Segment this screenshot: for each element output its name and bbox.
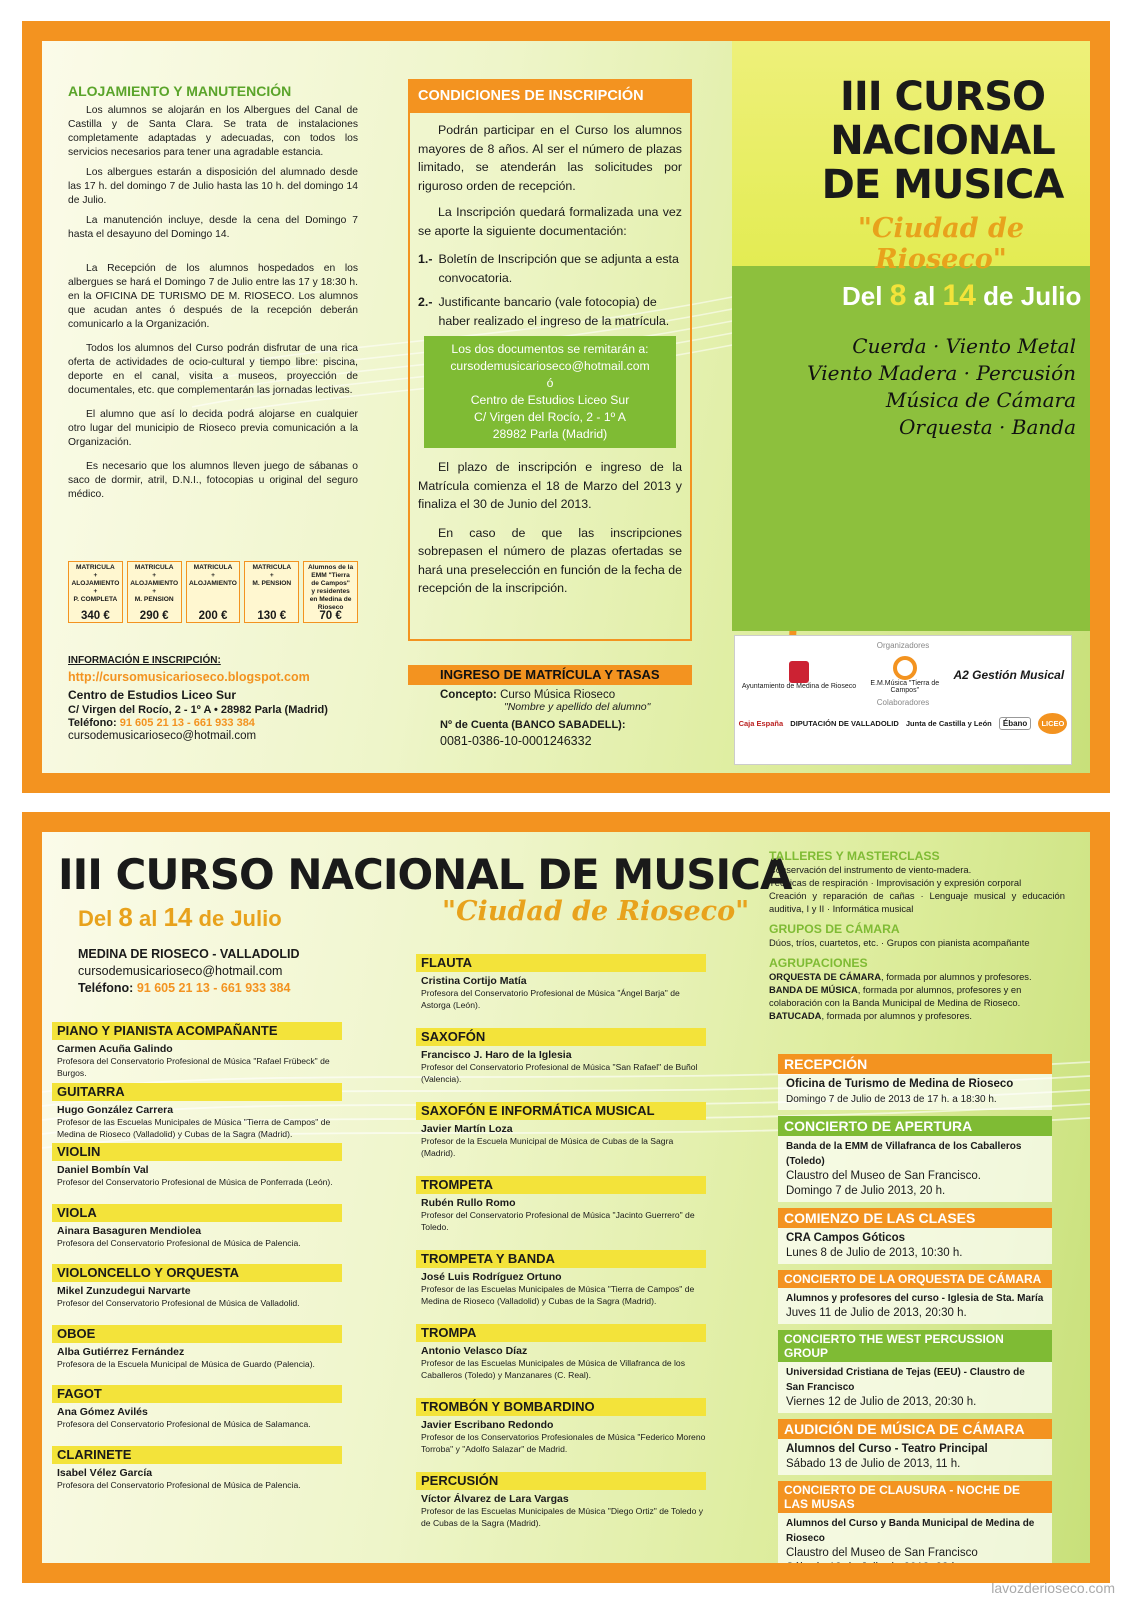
teacher-name: Hugo González Carrera (57, 1103, 174, 1116)
brochure-inside (22, 812, 1110, 1583)
cover-dates (842, 279, 1081, 313)
condiciones-p2: La Inscripción quedará formalizada una vez se aporte la siguiente documentación: (418, 205, 682, 238)
location: MEDINA DE RIOSECO - VALLADOLID (78, 947, 300, 961)
instrument-label: PIANO Y PIANISTA ACOMPAÑANTE (52, 1022, 342, 1040)
agrup-orquesta: ORQUESTA DE CÁMARA (769, 971, 881, 982)
teacher-desc: Profesor del Conservatorio Profesional de Música "Jacinto Guerrero" de Toledo. (421, 1210, 695, 1232)
box-line-6: 28982 Parla (Madrid) (492, 427, 608, 441)
price-label: ALOJAMIENTO (189, 580, 237, 587)
event-line: CRA Campos Góticos (786, 1232, 906, 1244)
sponsors-panel (734, 635, 1072, 765)
box-line-1: Los dos documentos se remitarán a: (451, 342, 649, 356)
req-item-1 (418, 250, 682, 287)
box-line-4: Centro de Estudios Liceo Sur (470, 393, 630, 407)
event-title: AUDICIÓN DE MÚSICA DE CÁMARA (778, 1419, 1052, 1439)
teacher-name: Alba Gutiérrez Fernández (57, 1345, 185, 1358)
alojamiento-title: ALOJAMIENTO Y MANUTENCIÓN (68, 83, 292, 99)
cover-title (810, 75, 1075, 207)
teacher-desc: Profesora de la Escuela Municipal de Música de Guardo (Palencia). (57, 1358, 315, 1369)
teacher-desc: Profesora del Conservatorio Profesional de Música de Palencia. (57, 1479, 301, 1490)
day-start: 8 (889, 279, 907, 312)
price-label: P. COMPLETA (73, 596, 118, 603)
event (778, 1054, 1052, 1110)
month: Julio (230, 906, 282, 931)
price-label: M. PENSION (252, 580, 292, 587)
price-option (244, 561, 299, 623)
price-label: + (211, 572, 215, 579)
price-value: 130 € (257, 610, 287, 622)
info-section (68, 655, 368, 742)
price-label: EMM "Tierra (311, 572, 350, 579)
events-timeline (778, 1054, 1052, 1583)
req-text-2: Justificante bancario (vale fotocopia) de haber realizado el ingreso de la matrícula. (438, 295, 670, 328)
cover-subtitle: "Ciudad de Rioseco" (857, 213, 1025, 275)
price-label: + (93, 588, 98, 595)
teacher-entry (52, 1385, 342, 1430)
instrument-label: OBOE (52, 1325, 342, 1343)
specialty-2: Viento Madera · Percusión (807, 361, 1076, 385)
cover-title-2: NACIONAL (830, 118, 1055, 164)
teacher-desc: Profesor de las Escuelas Municipales de Música "Tierra de Campos" de Medina de Rioseco (Valladolid) y Cubas de la Sagra (Madrid). (421, 1284, 695, 1306)
event-line: Alumnos y profesores del curso - Iglesia de Sta. María (786, 1293, 1044, 1304)
talleres-line-2: Técnicas de respiración · Improvisación y expresión corporal (769, 877, 1022, 888)
del: Del (842, 281, 883, 311)
event-line: Sábado 13 de Julio de 2013, 11 h. (786, 1458, 961, 1470)
teacher-name: Francisco J. Haro de la Iglesia (421, 1049, 572, 1061)
teacher-desc: Profesor de las Escuelas Municipales de Música "Tierra de Campos" de Medina de Rioseco (Valladolid) y Cubas de la Sagra (Madrid). (57, 1116, 331, 1139)
price-label: MATRICULA (76, 564, 115, 571)
grupos-line-1: Dúos, tríos, cuartetos, etc. · Grupos con pianista acompañante (769, 937, 1030, 948)
event (778, 1270, 1052, 1324)
teacher-entry (52, 1143, 342, 1188)
instrument-label: TROMBÓN Y BOMBARDINO (416, 1398, 706, 1416)
condiciones-title: CONDICIONES DE INSCRIPCIÓN (410, 81, 690, 113)
price-label: M. PENSION (134, 596, 174, 603)
center-name: Centro de Estudios Liceo Sur (68, 688, 237, 702)
col-junta: Junta de Castilla y León (905, 719, 992, 728)
price-label: + (93, 572, 98, 579)
price-label: MATRICULA (193, 564, 233, 571)
price-label: + (269, 572, 274, 579)
event-title: CONCIERTO DE LA ORQUESTA DE CÁMARA (778, 1270, 1052, 1288)
teacher-desc: Profesor del Conservatorio Profesional de Música de Ponferrada (León). (57, 1177, 333, 1187)
price-label: + (152, 588, 157, 595)
grupos-title: GRUPOS DE CÁMARA (769, 922, 900, 936)
event-line: Banda de la EMM de Villafranca de los Caballeros (Toledo) (786, 1141, 1022, 1167)
condiciones-p4: En caso de que las inscripciones sobrepasen el número de plazas ofertadas se hará una preselección en función de la fecha de recepción de la inscripción. (418, 525, 682, 595)
cover-panel (732, 41, 1090, 631)
info-title: INFORMACIÓN E INSCRIPCIÓN: (68, 655, 221, 666)
teacher-entry (52, 1325, 342, 1370)
event-body (778, 1288, 1052, 1324)
teacher-desc: Profesora del Conservatorio Profesional de Música "Ángel Barja" de Astorga (León). (421, 988, 680, 1010)
org2-label: E.M.Música "Tierra de Campos" (870, 680, 940, 694)
org-label: Organizadores (876, 641, 930, 650)
day-end: 14 (163, 902, 193, 932)
agrup-batucada: BATUCADA (769, 1010, 822, 1021)
brochure-outside (22, 21, 1110, 793)
teacher-entry (416, 1102, 706, 1159)
col-ebano: Ébano (999, 717, 1031, 730)
watermark: lavozderioseco.com (991, 1580, 1115, 1596)
teacher-desc: Profesora del Conservatorio Profesional de Música de Palencia. (57, 1237, 301, 1248)
concepto: Curso Música Rioseco (500, 689, 616, 701)
condiciones-p1: Podrán participar en el Curso los alumnos mayores de 8 años. Al ser el número de plazas limitado, se atenderán las solicitudes por riguroso orden de recepción. (418, 123, 682, 193)
price-option (186, 561, 241, 623)
box-line-5: C/ Virgen del Rocío, 2 - 1º A (474, 410, 626, 424)
price-label: MATRICULA (134, 564, 174, 571)
event (778, 1481, 1052, 1579)
talleres-line-1: Conservación del instrumento de viento-madera. (769, 864, 972, 875)
teacher-entry (416, 1028, 706, 1085)
req-num-2: 2.- (418, 295, 433, 309)
teacher-name: Antonio Velasco Díaz (421, 1345, 528, 1357)
instrument-label: SAXOFÓN E INFORMÁTICA MUSICAL (416, 1102, 706, 1120)
agrup-batucada-desc: , formada por alumnos y profesores. (821, 1010, 973, 1021)
box-line-3: ó (546, 376, 554, 390)
teacher-desc: Profesor del Conservatorio Profesional de Música "San Rafael" de Buñol (Valencia). (421, 1062, 698, 1084)
teacher-name: Cristina Cortijo Matía (421, 975, 527, 987)
price-option (303, 561, 358, 623)
al: al (913, 281, 936, 311)
center-address: C/ Virgen del Rocío, 2 - 1º A • 28982 Parla (Madrid) (68, 704, 328, 716)
col-caja-espana: Caja España (738, 719, 784, 728)
agrupaciones-title: AGRUPACIONES (769, 956, 868, 970)
alojamiento-p3: La manutención incluye, desde la cena del Domingo 7 hasta el desayuno del Domingo 14. (68, 215, 358, 240)
instrument-label: FAGOT (52, 1385, 342, 1403)
teacher-entry (52, 1446, 342, 1491)
del: Del (78, 906, 113, 931)
event-line: Domingo 7 de Julio de 2013 de 17 h. a 18:30 h. (786, 1094, 997, 1105)
price-value: 290 € (139, 610, 169, 622)
condiciones-box (408, 79, 692, 641)
email[interactable]: cursodemusicarioseco@hotmail.com (68, 730, 257, 742)
alojamiento-p6: El alumno que así lo decida podrá alojarse en cualquier otro lugar del municipio de Rioseco previa comunicación a la Organización. (68, 409, 358, 448)
teacher-desc: Profesor de las Escuelas Municipales de Música "Diego Ortiz" de Toledo y de Cubas de la Sagra (Madrid). (421, 1506, 704, 1528)
de: de (983, 281, 1014, 311)
cuenta-label: Nº de Cuenta (BANCO SABADELL): (440, 719, 626, 731)
price-label: MATRICULA (252, 564, 292, 571)
event (778, 1208, 1052, 1264)
teacher-name: Daniel Bombín Val (57, 1164, 149, 1176)
month: Julio (1020, 281, 1082, 311)
event-body (778, 1362, 1052, 1413)
event-line: Alumnos del Curso y Banda Municipal de Medina de Rioseco (786, 1518, 1035, 1544)
instrument-label: TROMPETA Y BANDA (416, 1250, 706, 1268)
teacher-name: José Luis Rodríguez Ortuno (421, 1271, 562, 1283)
agrup-orquesta-desc: , formada por alumnos y profesores. (880, 971, 1032, 982)
instrument-label: TROMPA (416, 1324, 706, 1342)
teacher-desc: Profesora del Conservatorio Profesional de Música "Rafael Frübeck" de Burgos. (57, 1056, 330, 1078)
teacher-entry (52, 1204, 342, 1249)
alojamiento-p2: Los albergues estarán a disposición del alumnado desde las 17 h. del domingo 7 de Julio hasta las 10 h. del domingo 14 de Julio. (68, 167, 358, 206)
event (778, 1419, 1052, 1475)
event-line: Alumnos del Curso - Teatro Principal (786, 1443, 988, 1455)
instrument-label: VIOLA (52, 1204, 342, 1222)
day-end: 14 (942, 279, 976, 312)
phone-label: Teléfono: (78, 981, 134, 995)
alojamiento-p7: Es necesario que los alumnos lleven juego de sábanas o saco de dormir, atril, D.N.I., fotocopias u original del seguro médico. (68, 461, 358, 500)
agrup-banda: BANDA DE MÚSICA (769, 984, 858, 995)
specialty-1: Cuerda · Viento Metal (852, 334, 1076, 358)
req-num-1: 1.- (418, 252, 433, 266)
event-line: Domingo 7 de Julio 2013, 20 h. (786, 1185, 946, 1197)
ingreso-section (408, 665, 692, 748)
alojamiento-section (68, 83, 358, 502)
phone: 91 605 21 13 - 661 933 384 (119, 717, 255, 729)
cover-green-band (732, 266, 1090, 631)
price-label: en Medina de Rioseco (309, 596, 352, 611)
event-line: Viernes 12 de Julio de 2013, 20:30 h. (786, 1396, 977, 1408)
alojamiento-p4: La Recepción de los alumnos hospedados en los albergues se hará el Domingo 7 de Julio entre las 17 y 18:30 h. en la OFICINA DE TURISMO DE M. RIOSECO. Los alumnos que acudan antes ó después de la recepción deberán comunicarlo a la Organización. (68, 263, 358, 330)
event-body (778, 1513, 1052, 1579)
teacher-name: Carmen Acuña Galindo (57, 1043, 173, 1055)
event (778, 1330, 1052, 1413)
inside-contact (78, 946, 300, 997)
concepto-label: Concepto: (440, 689, 497, 701)
activities (769, 850, 1065, 1022)
cover-title-3: DE MUSICA (821, 162, 1064, 208)
org-ayuntamiento (742, 661, 856, 690)
al: al (138, 906, 158, 931)
talleres-title: TALLERES Y MASTERCLASS (769, 849, 940, 863)
teacher-name: Isabel Vélez García (57, 1466, 153, 1479)
event (778, 1116, 1052, 1202)
concepto-note: "Nombre y apellido del alumno" (504, 701, 651, 713)
event-body (778, 1439, 1052, 1475)
agrup-banda-desc: , formada por alumnos, profesores y en colaboración con la Banda Municipal de Medina de Rioseco. (769, 984, 1022, 1008)
inside-dates (78, 902, 282, 933)
teacher-desc: Profesor del Conservatorio Profesional de Música de Valladolid. (57, 1298, 300, 1308)
event-title: CONCIERTO THE WEST PERCUSSION GROUP (778, 1330, 1052, 1362)
instrument-label: GUITARRA (52, 1083, 342, 1101)
alojamiento-p5: Todos los alumnos del Curso podrán disfrutar de una rica oferta de actividades de ocio-cultural y tiempo libre: piscina, deporte en el canal, visita a museos, proyección de documentales, etc. que complementarán las jornadas lectivas. (68, 343, 358, 396)
de: de (198, 906, 225, 931)
price-option (68, 561, 123, 623)
instrument-label: VIOLIN (52, 1143, 342, 1161)
event-line: Universidad Cristiana de Tejas (EEU) - Claustro de San Francisco (786, 1367, 1025, 1393)
event-line: Oficina de Turismo de Medina de Rioseco (786, 1078, 1014, 1090)
shield-icon (789, 661, 809, 683)
emm-logo-icon (893, 656, 917, 680)
event-line: Sábado 13 de Julio de 2013, 23 h. (786, 1562, 962, 1574)
inside-subtitle: "Ciudad de Rioseco" (442, 896, 750, 927)
phone-label: Teléfono: (68, 717, 117, 729)
condiciones-p3: El plazo de inscripción e ingreso de la Matrícula comienza el 18 de Marzo del 2013 y finaliza el 30 de Junio del 2013. (418, 460, 682, 511)
teacher-entry (52, 1264, 342, 1309)
event-line: Claustro del Museo de San Francisco. (786, 1170, 981, 1182)
blog-link[interactable]: http://cursomusicarioseco.blogspot.com (68, 670, 310, 684)
teacher-entry (416, 1472, 706, 1529)
event-line: Juves 11 de Julio de 2013, 20:30 h. (786, 1307, 967, 1319)
org-emm (870, 656, 940, 694)
instrument-label: SAXOFÓN (416, 1028, 706, 1046)
box-line-2: cursodemusicarioseco@hotmail.com (450, 359, 650, 373)
req-text-1: Boletín de Inscripción que se adjunta a esta convocatoria. (438, 252, 679, 285)
price-label: de Campos" (311, 580, 350, 587)
teacher-name: Víctor Álvarez de Lara Vargas (421, 1493, 569, 1505)
teacher-desc: Profesor de la Escuela Municipal de Música de Cubas de la Sagra (Madrid). (421, 1136, 674, 1158)
cuenta-number: 0081-0386-10-0001246332 (440, 734, 592, 748)
teacher-entry (52, 1083, 342, 1140)
teacher-name: Ainara Basaguren Mendiolea (57, 1224, 202, 1237)
col-diputacion: DIPUTACIÓN DE VALLADOLID (790, 719, 899, 728)
teacher-desc: Profesora del Conservatorio Profesional de Música de Salamanca. (57, 1419, 311, 1429)
event-title: CONCIERTO DE CLAUSURA - NOCHE DE LAS MUSAS (778, 1481, 1052, 1513)
specialty-4: Orquesta · Banda (898, 415, 1076, 439)
specialty-3: Música de Cámara (885, 388, 1076, 412)
price-value: 70 € (319, 610, 342, 622)
price-label: y residentes (311, 588, 350, 595)
event-body (778, 1074, 1052, 1110)
inside-title: III CURSO NACIONAL DE MUSICA (58, 850, 792, 899)
teacher-entry (416, 954, 706, 1011)
teacher-name: Mikel Zunzudegui Narvarte (57, 1285, 191, 1297)
price-value: 340 € (81, 610, 110, 622)
teacher-entry (416, 1324, 706, 1381)
instrument-label: TROMPETA (416, 1176, 706, 1194)
instrument-label: CLARINETE (52, 1446, 342, 1464)
phone: 91 605 21 13 - 661 933 384 (136, 981, 291, 995)
req-item-2 (418, 293, 682, 330)
org-a2: A2 Gestión Musical (953, 668, 1065, 682)
price-option (127, 561, 182, 623)
teacher-entry (416, 1398, 706, 1455)
teacher-name: Rubén Rullo Romo (421, 1197, 516, 1209)
price-value: 200 € (198, 610, 228, 622)
event-title: COMIENZO DE LAS CLASES (778, 1208, 1052, 1228)
talleres-line-3: Creación y reparación de cañas · Lenguaje musical y educación auditiva, I y II · Informática musical (769, 890, 1065, 914)
event-title: CONCIERTO DE APERTURA (778, 1116, 1052, 1136)
price-label: ALOJAMIENTO (130, 580, 179, 587)
event-title: RECEPCIÓN (778, 1054, 1052, 1074)
email[interactable]: cursodemusicarioseco@hotmail.com (78, 964, 283, 978)
teacher-desc: Profesor de las Escuelas Municipales de Música de Villafranca de los Caballeros (Toledo) y Manzanares (C. Real). (421, 1358, 685, 1380)
event-body (778, 1136, 1052, 1202)
instrument-label: FLAUTA (416, 954, 706, 972)
event-line: Lunes 8 de Julio de 2013, 10:30 h. (786, 1247, 963, 1259)
alojamiento-p1: Los alumnos se alojarán en los Albergues del Canal de Castilla y de Santa Clara. Se trata de instalaciones completamente adaptadas y adecuadas, con todos los servicios necesarios para tener una agradable estancia. (68, 105, 358, 158)
teacher-desc: Profesor de los Conservatorios Profesionales de Música "Federico Moreno Torroba" y "Adolfo Salazar" de Madrid. (421, 1432, 706, 1454)
event-body (778, 1228, 1052, 1264)
teacher-name: Javier Escribano Redondo (421, 1419, 554, 1431)
col-liceo: LICEO (1038, 713, 1067, 734)
instrument-label: PERCUSIÓN (416, 1472, 706, 1490)
price-label: Alumnos de la (308, 564, 354, 571)
price-table (68, 561, 358, 623)
teacher-entry (52, 1022, 342, 1079)
day-start: 8 (118, 902, 133, 932)
price-label: ALOJAMIENTO (71, 580, 120, 587)
specialties (807, 333, 1076, 441)
send-docs-box (424, 336, 676, 448)
instrument-label: VIOLONCELLO Y ORQUESTA (52, 1264, 342, 1282)
teacher-name: Ana Gómez Avilés (57, 1406, 148, 1418)
event-line: Claustro del Museo de San Francisco (786, 1547, 978, 1559)
teacher-entry (416, 1250, 706, 1307)
price-label: + (152, 572, 157, 579)
col-label: Colaboradores (876, 698, 930, 707)
cover-title-1: III CURSO (839, 74, 1046, 120)
org1-label: Ayuntamiento de Medina de Rioseco (741, 682, 857, 690)
teacher-entry (416, 1176, 706, 1233)
teacher-name: Javier Martín Loza (421, 1123, 513, 1135)
ingreso-title: INGRESO DE MATRÍCULA Y TASAS (408, 665, 692, 685)
